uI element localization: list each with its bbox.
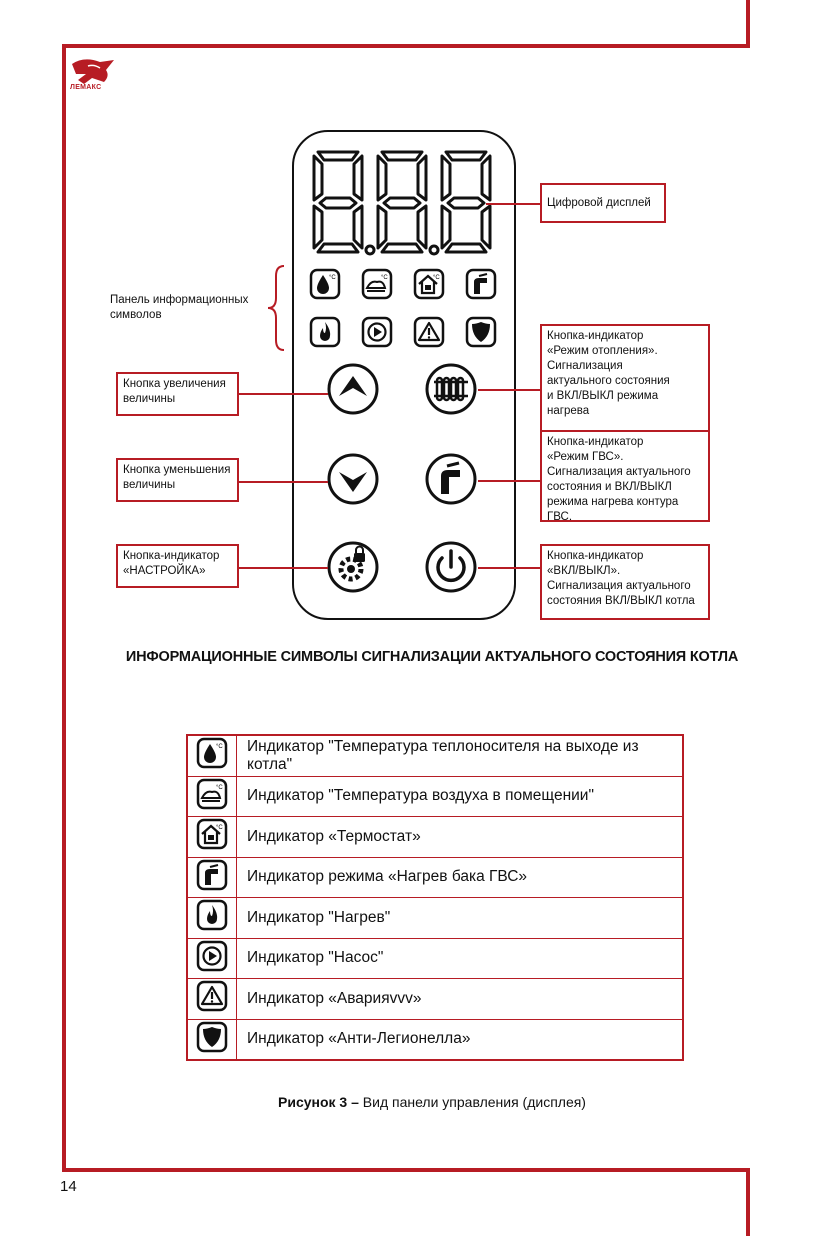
page-frame-bottom — [62, 1168, 750, 1172]
pump-icon — [361, 316, 393, 348]
callout-power: Кнопка-индикатор «ВКЛ/ВЫКЛ». Сигнализация актуального состояния ВКЛ/ВЫКЛ котла — [540, 544, 710, 620]
callout-dhw-mode: Кнопка-индикатор «Режим ГВС». Сигнализация актуального состояния и ВКЛ/ВЫКЛ режима нагрева контура ГВС. — [540, 430, 710, 522]
settings-button[interactable] — [326, 540, 380, 594]
callout-info-panel: Панель информационных символов — [110, 294, 249, 321]
increase-button[interactable] — [326, 362, 380, 416]
callout-settings: Кнопка-индикатор «НАСТРОЙКА» — [116, 544, 239, 588]
svg-text:°C: °C — [216, 784, 223, 791]
indicator-label: Индикатор "Насос" — [237, 938, 684, 979]
indicator-label: Индикатор "Нагрев" — [237, 898, 684, 939]
indicator-label: Индикатор режима «Нагрев бака ГВС» — [237, 857, 684, 898]
table-row — [187, 776, 683, 817]
shield-icon — [465, 316, 497, 348]
decrease-button[interactable] — [326, 452, 380, 506]
callout-decrease: Кнопка уменьшения величины — [116, 458, 239, 502]
indicator-label: Индикатор "Температура воздуха в помещении" — [237, 776, 684, 817]
indicator-label: Индикатор «Анти-Легионелла» — [237, 1019, 684, 1060]
tap-icon — [465, 268, 497, 300]
svg-text:°C: °C — [381, 275, 388, 281]
svg-text:°C: °C — [433, 275, 440, 281]
digital-display — [310, 148, 500, 258]
warning-icon — [413, 316, 445, 348]
room-air-temp-icon — [196, 778, 228, 810]
callout-heating-mode: Кнопка-индикатор «Режим отопления». Сигнализация актуального состояния и ВКЛ/ВЫКЛ режима нагрева — [540, 324, 710, 442]
table-row — [187, 938, 683, 979]
indicator-table — [186, 734, 684, 1061]
svg-text:°C: °C — [216, 825, 223, 832]
page-frame-left — [62, 44, 66, 1172]
flame-icon — [196, 899, 228, 931]
heating-mode-button[interactable] — [424, 362, 478, 416]
svg-text:°C: °C — [216, 744, 223, 751]
callout-increase: Кнопка увеличения величины — [116, 372, 239, 416]
table-row — [187, 735, 683, 776]
section-title: ИНФОРМАЦИОННЫЕ СИМВОЛЫ СИГНАЛИЗАЦИИ АКТУАЛЬНОГО СОСТОЯНИЯ КОТЛА — [125, 649, 739, 665]
page-frame-top — [62, 44, 750, 48]
table-row — [187, 979, 683, 1020]
table-row — [187, 817, 683, 858]
indicator-label: Индикатор «Термостат» — [237, 817, 684, 858]
dhw-mode-button[interactable] — [424, 452, 478, 506]
warning-icon — [196, 980, 228, 1012]
indicator-label: Индикатор «Аварияvvv» — [237, 979, 684, 1020]
table-row — [187, 898, 683, 939]
info-panel-brace — [262, 264, 286, 352]
table-row — [187, 1019, 683, 1060]
callout-digital-display: Цифровой дисплей — [540, 183, 666, 223]
flame-icon — [309, 316, 341, 348]
page-number: 14 — [60, 1178, 77, 1195]
thermostat-house-icon — [196, 818, 228, 850]
page-frame-corner-bottom — [746, 1168, 750, 1236]
figure-caption: Рисунок 3 – Вид панели управления (дисплея) — [278, 1094, 586, 1110]
pump-icon — [196, 940, 228, 972]
indicator-label: Индикатор "Температура теплоносителя на выходе из котла" — [237, 735, 684, 776]
thermostat-house-icon — [413, 268, 445, 300]
room-air-temp-icon — [361, 268, 393, 300]
drop-temp-icon — [309, 268, 341, 300]
shield-icon — [196, 1021, 228, 1053]
table-row — [187, 857, 683, 898]
tap-icon — [196, 859, 228, 891]
brand-logo-text: ЛЕМАКС — [70, 84, 102, 91]
page-frame-corner-top — [746, 0, 750, 48]
svg-text:°C: °C — [329, 275, 336, 281]
power-button[interactable] — [424, 540, 478, 594]
drop-temp-icon — [196, 737, 228, 769]
